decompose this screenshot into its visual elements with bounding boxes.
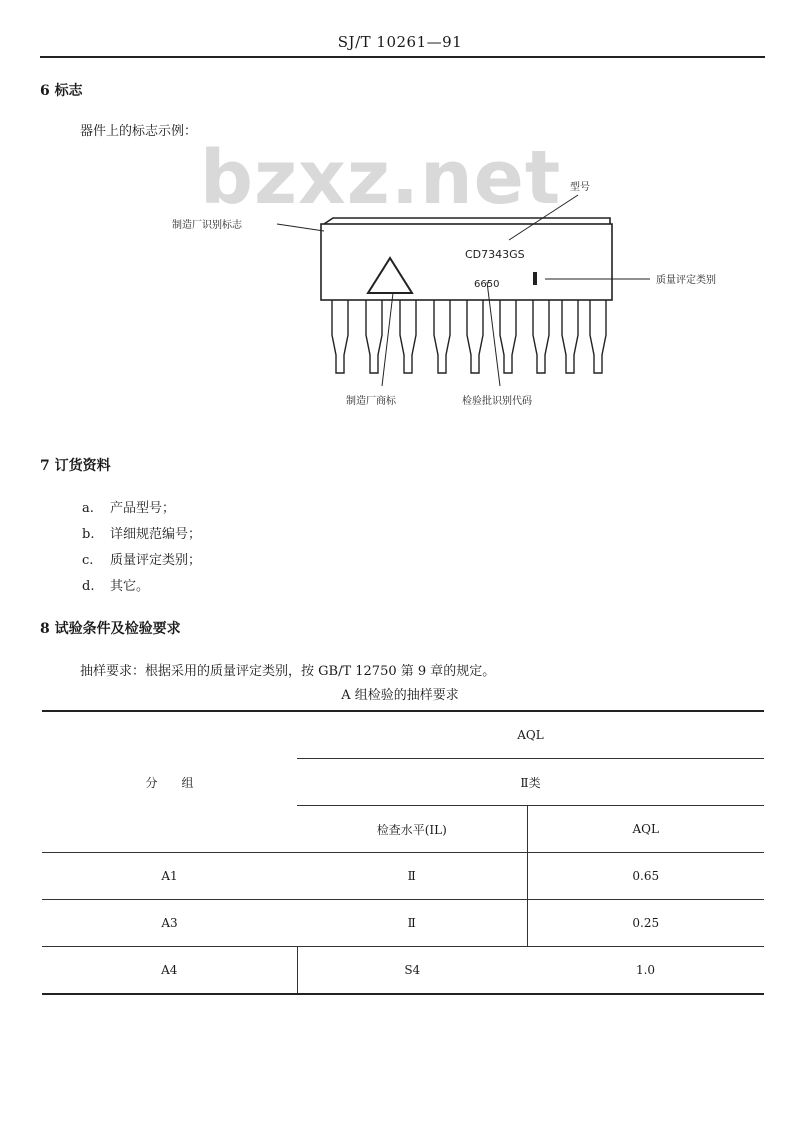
label-manufacturer-id: 制造厂识别标志 (172, 220, 242, 231)
cell-group: A4 (42, 947, 297, 995)
cell-aql: 0.65 (527, 853, 764, 900)
list-item (82, 523, 201, 542)
col-header-aql-sub: AQL (527, 806, 764, 853)
quality-mark-icon (533, 272, 537, 285)
table-caption: A 组检验的抽样要求 (341, 688, 459, 703)
col-header-inspection-level: 检查水平(IL) (297, 806, 527, 853)
ic-pins (332, 300, 606, 373)
section-8-heading: 8 试验条件及检验要求 (40, 621, 181, 637)
section-6-intro: 器件上的标志示例： (80, 124, 198, 139)
list-text: 质量评定类别； (110, 553, 202, 568)
label-quality-class: 质量评定类别 (656, 275, 716, 286)
manufacturer-logo-triangle-icon (368, 258, 412, 293)
cell-aql: 0.25 (527, 900, 764, 947)
cell-group: A3 (42, 900, 297, 947)
cell-group: A1 (42, 853, 297, 900)
cell-inspection-level: Ⅱ (297, 900, 527, 947)
standard-code: SJ/T 10261—91 (337, 33, 463, 51)
col-header-group: 分 组 (42, 711, 297, 853)
list-marker: d. (82, 579, 95, 594)
sampling-table (42, 710, 764, 995)
list-text: 其它。 (110, 579, 150, 594)
cell-inspection-level: Ⅱ (297, 853, 527, 900)
label-manufacturer-trademark: 制造厂商标 (346, 396, 396, 407)
batch-code-text: 6650 (474, 279, 500, 290)
cell-aql: 1.0 (527, 947, 764, 995)
header-rule (40, 56, 765, 58)
list-item (82, 549, 201, 568)
label-model: 型号 (570, 182, 590, 193)
table-row (42, 947, 764, 995)
list-text: 产品型号； (110, 501, 176, 516)
table-row (42, 853, 764, 900)
section-8-paragraph: 抽样要求：根据采用的质量评定类别，按 GB/T 12750 第 9 章的规定。 (80, 664, 496, 679)
table-header-row (42, 711, 764, 759)
watermark-text: bzxz.net (200, 135, 562, 221)
ic-marking-diagram (0, 160, 800, 420)
list-text: 详细规范编号； (110, 527, 202, 542)
col-header-aql: AQL (297, 711, 764, 759)
label-inspection-lot-code: 检验批识别代码 (462, 396, 532, 407)
list-marker: b. (82, 527, 95, 542)
col-header-class: Ⅱ类 (297, 759, 764, 806)
section-7-heading: 7 订货资料 (40, 458, 111, 474)
list-marker: c. (82, 553, 94, 568)
part-number-text: CD7343GS (465, 248, 525, 261)
list-item (82, 497, 175, 516)
section-6-heading: 6 标志 (40, 83, 83, 99)
list-item (82, 575, 149, 594)
cell-inspection-level: S4 (297, 947, 527, 995)
table-row (42, 900, 764, 947)
list-marker: a. (82, 501, 94, 516)
